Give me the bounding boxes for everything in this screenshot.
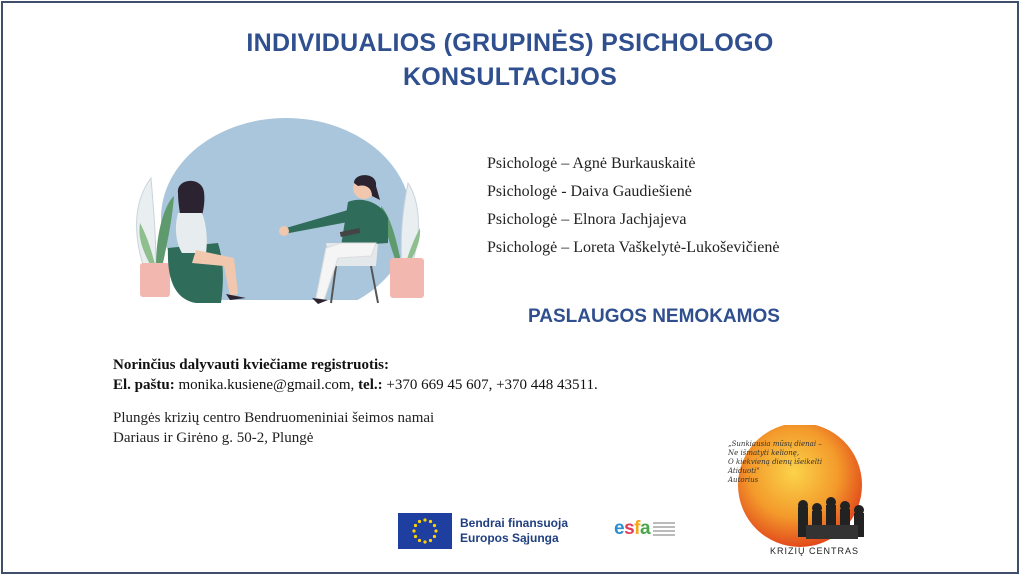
phone-numbers: +370 669 45 607, +370 448 43511. — [386, 377, 598, 393]
esfa-wordmark: esfa — [614, 518, 651, 539]
esfa-subtext-lines — [653, 520, 675, 538]
crisis-center-label: KRIZIŲ CENTRAS — [770, 546, 860, 556]
psychologist-list — [487, 150, 780, 262]
address-line-1: Plungės krizių centro Bendruomeniniai šeimos namai — [113, 410, 435, 426]
title-line-1: INDIVIDUALIOS (GRUPINĖS) PSICHOLOGO — [246, 29, 774, 57]
page-title — [100, 26, 920, 94]
free-services-banner: PASLAUGOS NEMOKAMOS — [528, 306, 780, 327]
registration-info — [113, 355, 598, 395]
psychologist-item: Psichologė – Agnė Burkauskaitė — [487, 155, 696, 172]
phone-label: tel.: — [358, 377, 383, 393]
email-link[interactable]: monika.kusiene@gmail.com, — [178, 377, 355, 393]
eu-cofunding-logo — [398, 513, 568, 549]
address-block — [113, 408, 434, 448]
crisis-center-quote: „Sunkiausia mūsų dienai – Ne išmatyti kelionę, O kiekvieną dienų išeikelti Atiduoti" Autorius — [728, 440, 823, 484]
eu-flag-icon — [398, 513, 452, 549]
title-line-2: KONSULTACIJOS — [402, 63, 618, 91]
registration-heading: Norinčius dalyvauti kviečiame registruotis: — [113, 357, 389, 373]
address-line-2: Dariaus ir Girėno g. 50-2, Plungė — [113, 430, 314, 446]
psychologist-item: Psichologė - Daiva Gaudiešienė — [487, 183, 692, 200]
esfa-logo — [614, 518, 675, 540]
psychologist-item: Psichologė – Loreta Vaškelytė-Lukoševičienė — [487, 239, 780, 256]
eu-text-line-1: Bendrai finansuoja — [460, 516, 569, 530]
email-label: El. paštu: — [113, 377, 175, 393]
eu-text-line-2: Europos Sąjunga — [460, 531, 559, 545]
consultation-illustration — [126, 118, 436, 308]
psychologist-item: Psichologė – Elnora Jachjajeva — [487, 211, 687, 228]
